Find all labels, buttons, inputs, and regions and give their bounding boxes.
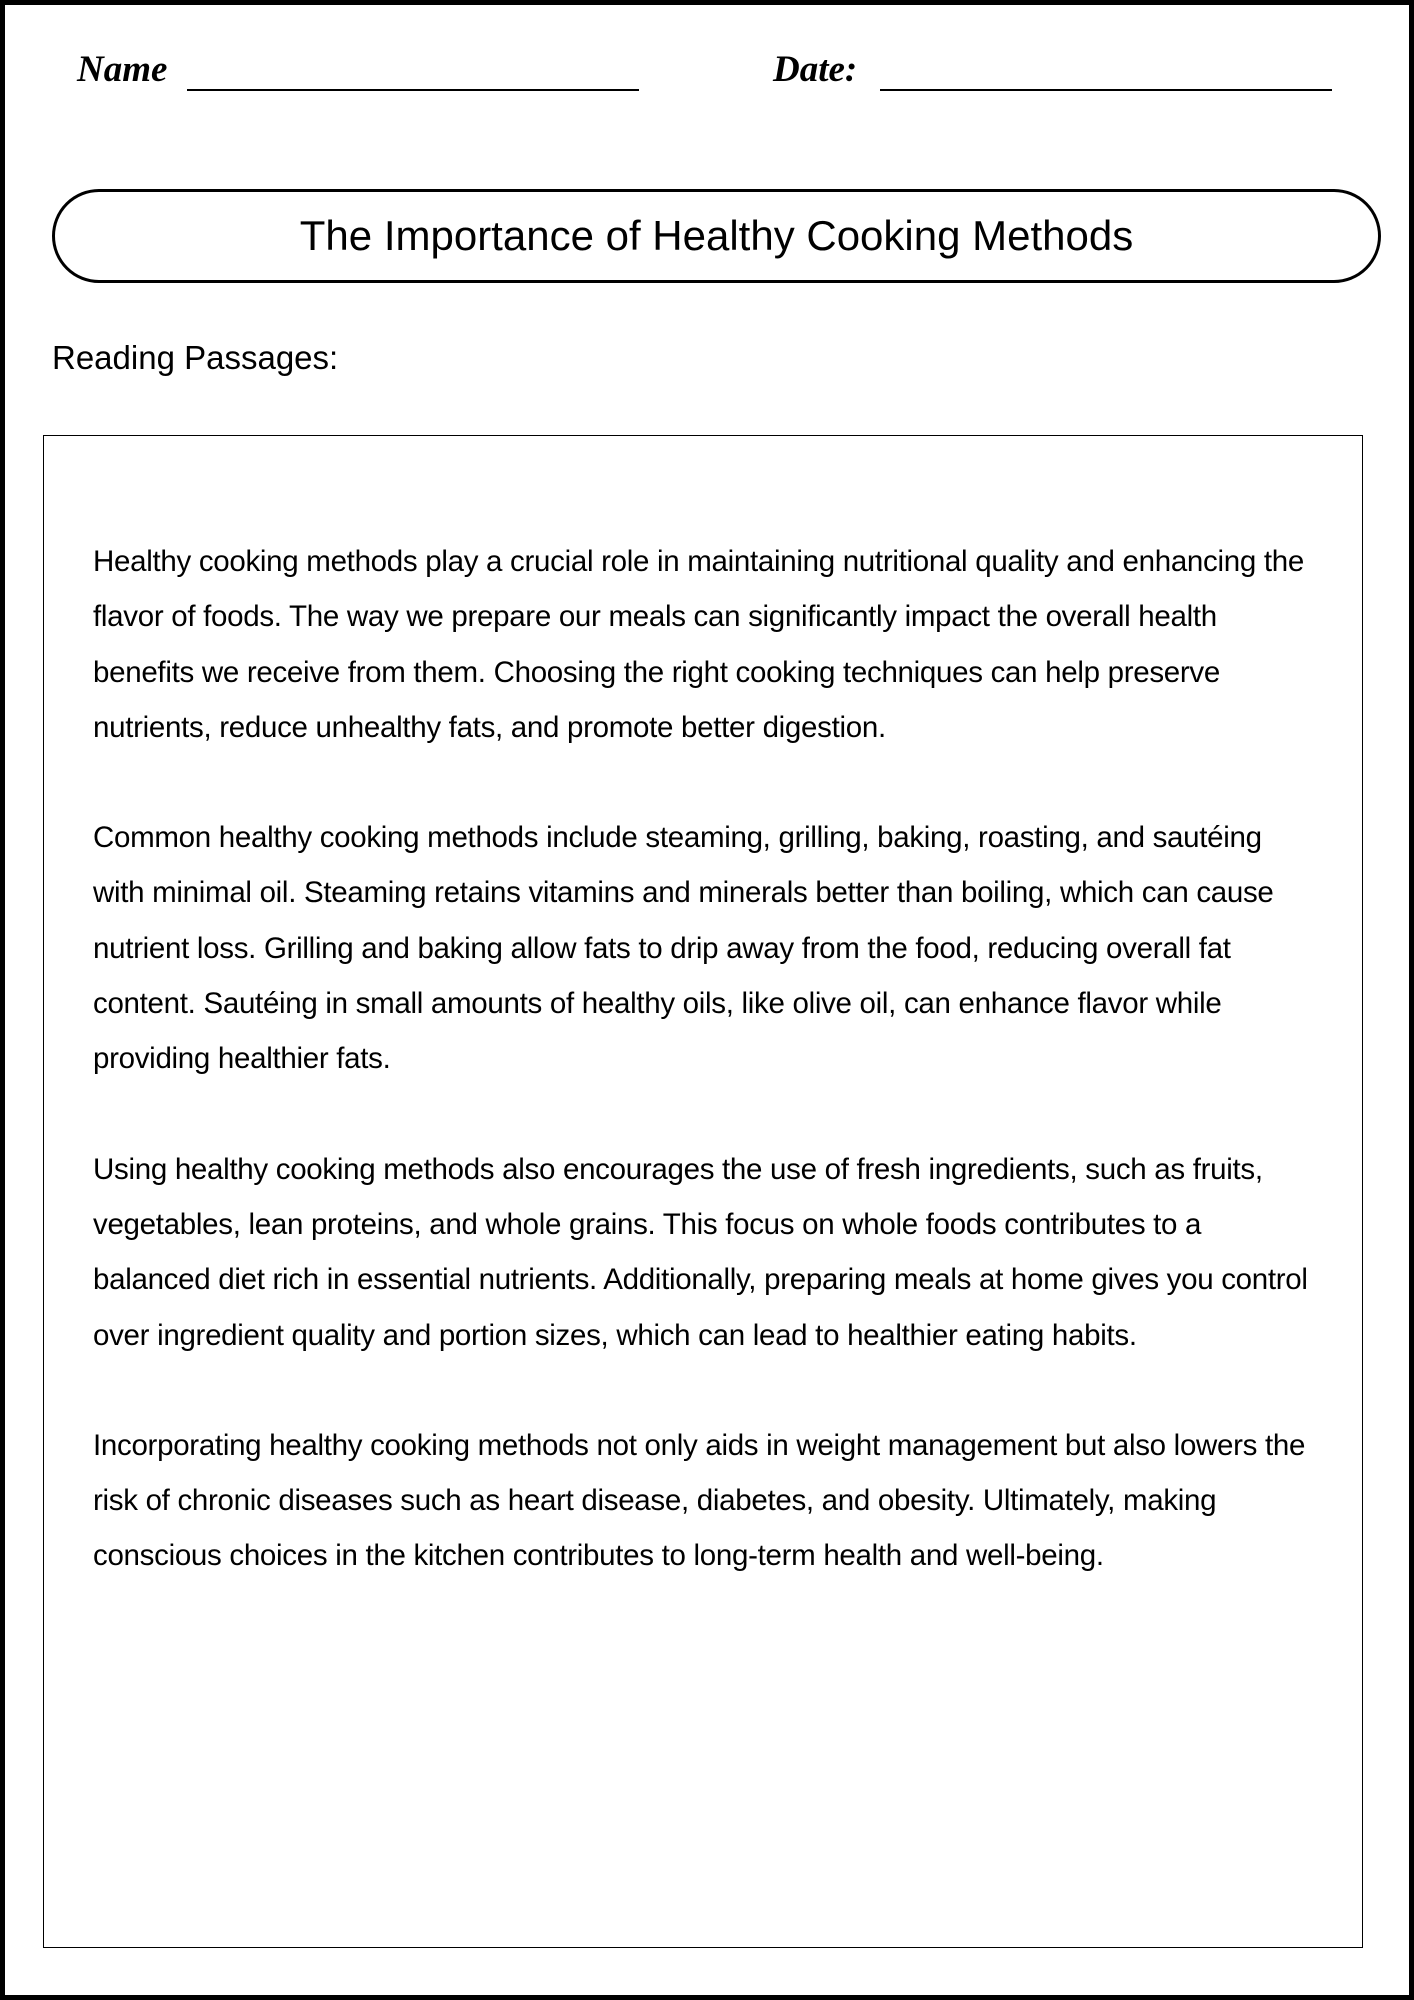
page-title: The Importance of Healthy Cooking Methods: [299, 212, 1134, 259]
passage-paragraph-4: Incorporating healthy cooking methods not only aids in weight management but also lowers the risk of chronic diseases such as heart disease, diabetes, and obesity. Ultimately, making conscious choices in the kitchen contributes to long-term health and well-being.: [93, 1428, 1306, 1573]
passage-paragraph-3: Using healthy cooking methods also encourages the use of fresh ingredients, such as fruits, vegetables, lean proteins, and whole grains. This focus on whole foods contributes to a balanced diet rich in essential nutrients. Additionally, preparing meals at home gives you control over ingredient quality and portion sizes, which can lead to healthier eating habits.: [93, 1152, 1308, 1352]
title-box: [52, 189, 1381, 283]
name-field-line[interactable]: [187, 89, 639, 91]
date-field-line[interactable]: [880, 89, 1332, 91]
passage-paragraph-1: Healthy cooking methods play a crucial role in maintaining nutritional quality and enhancing the flavor of foods. The way we prepare our meals can significantly impact the overall health benefits we receive from them. Choosing the right cooking techniques can help preserve nutrients, reduce unhealthy fats, and promote better digestion.: [93, 545, 1304, 744]
reading-passage-box: [43, 435, 1363, 1948]
name-label: Name: [77, 49, 168, 90]
header-row: [5, 45, 1409, 105]
passage-paragraph-2: Common healthy cooking methods include steaming, grilling, baking, roasting, and sautéing with minimal oil. Steaming retains vitamins and minerals better than boiling, which can cause nutrient loss. Grilling and baking allow fats to drip away from the food, reducing overall fat content. Sautéing in small amounts of healthy oils, like olive oil, can enhance flavor while providing healthier fats.: [93, 821, 1274, 1076]
section-label: Reading Passages:: [52, 339, 339, 376]
date-label: Date:: [773, 49, 858, 90]
